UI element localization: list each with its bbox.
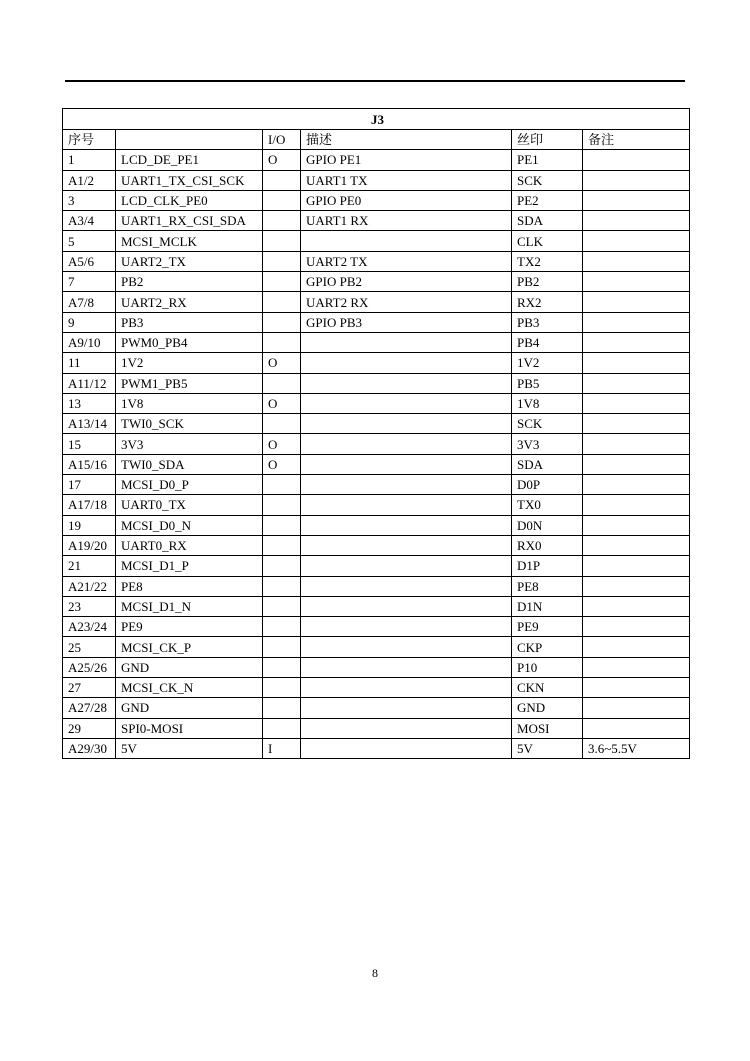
table-title-row bbox=[63, 109, 690, 130]
cell-note bbox=[583, 373, 690, 393]
cell-signal: TWI0_SDA bbox=[116, 454, 263, 474]
cell-seq: 19 bbox=[63, 515, 116, 535]
cell-note bbox=[583, 150, 690, 170]
cell-signal: 3V3 bbox=[116, 434, 263, 454]
cell-io bbox=[263, 231, 301, 251]
cell-silk: TX0 bbox=[512, 495, 583, 515]
cell-io bbox=[263, 292, 301, 312]
cell-note bbox=[583, 332, 690, 352]
cell-note: 3.6~5.5V bbox=[583, 738, 690, 758]
cell-silk: PB4 bbox=[512, 332, 583, 352]
cell-note bbox=[583, 515, 690, 535]
cell-desc: UART1 TX bbox=[301, 170, 512, 190]
cell-note bbox=[583, 637, 690, 657]
cell-silk: RX0 bbox=[512, 535, 583, 555]
table-row bbox=[63, 596, 690, 616]
cell-io bbox=[263, 332, 301, 352]
cell-io bbox=[263, 272, 301, 292]
cell-io bbox=[263, 617, 301, 637]
cell-seq: 25 bbox=[63, 637, 116, 657]
cell-signal: 1V8 bbox=[116, 393, 263, 413]
cell-signal: PE9 bbox=[116, 617, 263, 637]
cell-note bbox=[583, 251, 690, 271]
cell-desc bbox=[301, 738, 512, 758]
table-row bbox=[63, 332, 690, 352]
cell-signal: MCSI_D1_P bbox=[116, 556, 263, 576]
cell-signal: MCSI_D0_N bbox=[116, 515, 263, 535]
cell-desc bbox=[301, 495, 512, 515]
table-row bbox=[63, 718, 690, 738]
cell-note bbox=[583, 292, 690, 312]
cell-note bbox=[583, 678, 690, 698]
table-row bbox=[63, 353, 690, 373]
cell-seq: A15/16 bbox=[63, 454, 116, 474]
cell-signal: SPI0-MOSI bbox=[116, 718, 263, 738]
cell-seq: 13 bbox=[63, 393, 116, 413]
cell-note bbox=[583, 535, 690, 555]
table-title: J3 bbox=[63, 109, 690, 130]
cell-seq: 1 bbox=[63, 150, 116, 170]
cell-note bbox=[583, 454, 690, 474]
cell-signal: LCD_CLK_PE0 bbox=[116, 190, 263, 210]
table-row bbox=[63, 170, 690, 190]
cell-note bbox=[583, 556, 690, 576]
table-row bbox=[63, 657, 690, 677]
cell-seq: 23 bbox=[63, 596, 116, 616]
page-number: 8 bbox=[372, 966, 378, 980]
cell-signal: MCSI_MCLK bbox=[116, 231, 263, 251]
cell-desc bbox=[301, 353, 512, 373]
table-row bbox=[63, 292, 690, 312]
cell-signal: MCSI_CK_N bbox=[116, 678, 263, 698]
cell-desc bbox=[301, 373, 512, 393]
cell-silk: D0P bbox=[512, 475, 583, 495]
cell-signal: PB3 bbox=[116, 312, 263, 332]
cell-note bbox=[583, 353, 690, 373]
cell-seq: 9 bbox=[63, 312, 116, 332]
cell-seq: 3 bbox=[63, 190, 116, 210]
cell-io bbox=[263, 515, 301, 535]
cell-io bbox=[263, 251, 301, 271]
table-row bbox=[63, 150, 690, 170]
cell-signal: MCSI_D1_N bbox=[116, 596, 263, 616]
table-row bbox=[63, 535, 690, 555]
cell-io bbox=[263, 596, 301, 616]
cell-silk: GND bbox=[512, 698, 583, 718]
cell-desc bbox=[301, 596, 512, 616]
cell-silk: 1V8 bbox=[512, 393, 583, 413]
column-header-seq: 序号 bbox=[63, 130, 116, 150]
cell-io bbox=[263, 170, 301, 190]
cell-note bbox=[583, 576, 690, 596]
cell-io: O bbox=[263, 393, 301, 413]
cell-desc bbox=[301, 393, 512, 413]
cell-note bbox=[583, 495, 690, 515]
cell-seq: A23/24 bbox=[63, 617, 116, 637]
table-row bbox=[63, 312, 690, 332]
table-row bbox=[63, 576, 690, 596]
cell-seq: 27 bbox=[63, 678, 116, 698]
cell-seq: 17 bbox=[63, 475, 116, 495]
table-row bbox=[63, 637, 690, 657]
cell-seq: A19/20 bbox=[63, 535, 116, 555]
cell-note bbox=[583, 211, 690, 231]
cell-signal: MCSI_CK_P bbox=[116, 637, 263, 657]
table-row bbox=[63, 475, 690, 495]
cell-desc bbox=[301, 698, 512, 718]
table-row bbox=[63, 617, 690, 637]
column-header-io: I/O bbox=[263, 130, 301, 150]
cell-io bbox=[263, 718, 301, 738]
column-header-signal bbox=[116, 130, 263, 150]
cell-seq: A17/18 bbox=[63, 495, 116, 515]
cell-silk: 1V2 bbox=[512, 353, 583, 373]
cell-signal: UART2_RX bbox=[116, 292, 263, 312]
cell-desc bbox=[301, 434, 512, 454]
cell-io bbox=[263, 678, 301, 698]
cell-silk: PE9 bbox=[512, 617, 583, 637]
cell-silk: PE8 bbox=[512, 576, 583, 596]
table-row bbox=[63, 211, 690, 231]
table-row bbox=[63, 495, 690, 515]
cell-note bbox=[583, 190, 690, 210]
cell-desc bbox=[301, 231, 512, 251]
cell-silk: SCK bbox=[512, 170, 583, 190]
cell-seq: A13/14 bbox=[63, 414, 116, 434]
cell-silk: D0N bbox=[512, 515, 583, 535]
cell-desc bbox=[301, 637, 512, 657]
cell-note bbox=[583, 434, 690, 454]
cell-silk: PB3 bbox=[512, 312, 583, 332]
cell-seq: 7 bbox=[63, 272, 116, 292]
cell-note bbox=[583, 272, 690, 292]
cell-io bbox=[263, 535, 301, 555]
connector-pin-table bbox=[62, 108, 690, 759]
cell-signal: GND bbox=[116, 698, 263, 718]
cell-io: O bbox=[263, 454, 301, 474]
cell-desc: GPIO PB3 bbox=[301, 312, 512, 332]
cell-signal: GND bbox=[116, 657, 263, 677]
table-row bbox=[63, 393, 690, 413]
table-row bbox=[63, 231, 690, 251]
cell-signal: UART0_TX bbox=[116, 495, 263, 515]
cell-io: I bbox=[263, 738, 301, 758]
cell-io bbox=[263, 576, 301, 596]
cell-seq: A29/30 bbox=[63, 738, 116, 758]
table-row bbox=[63, 515, 690, 535]
table-row bbox=[63, 272, 690, 292]
cell-seq: A27/28 bbox=[63, 698, 116, 718]
cell-desc bbox=[301, 515, 512, 535]
cell-desc bbox=[301, 332, 512, 352]
cell-io bbox=[263, 373, 301, 393]
cell-silk: MOSI bbox=[512, 718, 583, 738]
cell-note bbox=[583, 170, 690, 190]
cell-signal: UART2_TX bbox=[116, 251, 263, 271]
cell-signal: 5V bbox=[116, 738, 263, 758]
column-header-desc: 描述 bbox=[301, 130, 512, 150]
cell-io bbox=[263, 698, 301, 718]
cell-silk: SDA bbox=[512, 454, 583, 474]
column-header-note: 备注 bbox=[583, 130, 690, 150]
cell-seq: 29 bbox=[63, 718, 116, 738]
cell-io bbox=[263, 312, 301, 332]
cell-signal: UART1_TX_CSI_SCK bbox=[116, 170, 263, 190]
cell-note bbox=[583, 312, 690, 332]
table-row bbox=[63, 738, 690, 758]
table-row bbox=[63, 190, 690, 210]
table-row bbox=[63, 698, 690, 718]
header-rule bbox=[65, 80, 685, 82]
table-row bbox=[63, 434, 690, 454]
cell-seq: A9/10 bbox=[63, 332, 116, 352]
cell-io bbox=[263, 556, 301, 576]
cell-io bbox=[263, 495, 301, 515]
cell-seq: 15 bbox=[63, 434, 116, 454]
cell-seq: A7/8 bbox=[63, 292, 116, 312]
cell-silk: PB2 bbox=[512, 272, 583, 292]
table-row bbox=[63, 454, 690, 474]
cell-desc bbox=[301, 414, 512, 434]
cell-seq: A25/26 bbox=[63, 657, 116, 677]
cell-silk: PB5 bbox=[512, 373, 583, 393]
cell-signal: LCD_DE_PE1 bbox=[116, 150, 263, 170]
cell-silk: 3V3 bbox=[512, 434, 583, 454]
cell-seq: A3/4 bbox=[63, 211, 116, 231]
cell-silk: D1P bbox=[512, 556, 583, 576]
cell-note bbox=[583, 475, 690, 495]
cell-note bbox=[583, 698, 690, 718]
cell-io: O bbox=[263, 353, 301, 373]
cell-signal: UART1_RX_CSI_SDA bbox=[116, 211, 263, 231]
cell-desc: UART1 RX bbox=[301, 211, 512, 231]
cell-desc: UART2 TX bbox=[301, 251, 512, 271]
cell-io bbox=[263, 211, 301, 231]
cell-seq: A5/6 bbox=[63, 251, 116, 271]
table-row bbox=[63, 678, 690, 698]
cell-signal: PB2 bbox=[116, 272, 263, 292]
cell-desc bbox=[301, 657, 512, 677]
cell-note bbox=[583, 718, 690, 738]
cell-desc: GPIO PE0 bbox=[301, 190, 512, 210]
table-header-row bbox=[63, 130, 690, 150]
cell-desc bbox=[301, 535, 512, 555]
cell-io: O bbox=[263, 150, 301, 170]
cell-silk: 5V bbox=[512, 738, 583, 758]
cell-seq: 21 bbox=[63, 556, 116, 576]
cell-seq: A11/12 bbox=[63, 373, 116, 393]
cell-io bbox=[263, 657, 301, 677]
cell-signal: MCSI_D0_P bbox=[116, 475, 263, 495]
cell-note bbox=[583, 231, 690, 251]
cell-io bbox=[263, 475, 301, 495]
cell-desc bbox=[301, 556, 512, 576]
cell-desc: GPIO PE1 bbox=[301, 150, 512, 170]
cell-silk: D1N bbox=[512, 596, 583, 616]
cell-silk: CKP bbox=[512, 637, 583, 657]
cell-silk: PE1 bbox=[512, 150, 583, 170]
cell-desc: GPIO PB2 bbox=[301, 272, 512, 292]
cell-note bbox=[583, 617, 690, 637]
cell-signal: 1V2 bbox=[116, 353, 263, 373]
column-header-silk: 丝印 bbox=[512, 130, 583, 150]
cell-silk: TX2 bbox=[512, 251, 583, 271]
cell-seq: A21/22 bbox=[63, 576, 116, 596]
table-row bbox=[63, 373, 690, 393]
cell-signal: UART0_RX bbox=[116, 535, 263, 555]
cell-desc bbox=[301, 454, 512, 474]
cell-desc bbox=[301, 617, 512, 637]
cell-note bbox=[583, 596, 690, 616]
cell-silk: RX2 bbox=[512, 292, 583, 312]
cell-io bbox=[263, 190, 301, 210]
table-row bbox=[63, 251, 690, 271]
cell-seq: 5 bbox=[63, 231, 116, 251]
cell-signal: TWI0_SCK bbox=[116, 414, 263, 434]
cell-silk: P10 bbox=[512, 657, 583, 677]
cell-seq: A1/2 bbox=[63, 170, 116, 190]
cell-signal: PWM0_PB4 bbox=[116, 332, 263, 352]
cell-io bbox=[263, 637, 301, 657]
cell-silk: CKN bbox=[512, 678, 583, 698]
cell-seq: 11 bbox=[63, 353, 116, 373]
cell-silk: SDA bbox=[512, 211, 583, 231]
cell-note bbox=[583, 414, 690, 434]
cell-silk: SCK bbox=[512, 414, 583, 434]
cell-io: O bbox=[263, 434, 301, 454]
cell-signal: PWM1_PB5 bbox=[116, 373, 263, 393]
cell-desc bbox=[301, 678, 512, 698]
table-row bbox=[63, 414, 690, 434]
cell-desc bbox=[301, 576, 512, 596]
cell-desc bbox=[301, 718, 512, 738]
table-row bbox=[63, 556, 690, 576]
cell-desc bbox=[301, 475, 512, 495]
cell-silk: CLK bbox=[512, 231, 583, 251]
cell-signal: PE8 bbox=[116, 576, 263, 596]
cell-io bbox=[263, 414, 301, 434]
cell-note bbox=[583, 657, 690, 677]
cell-note bbox=[583, 393, 690, 413]
cell-silk: PE2 bbox=[512, 190, 583, 210]
cell-desc: UART2 RX bbox=[301, 292, 512, 312]
